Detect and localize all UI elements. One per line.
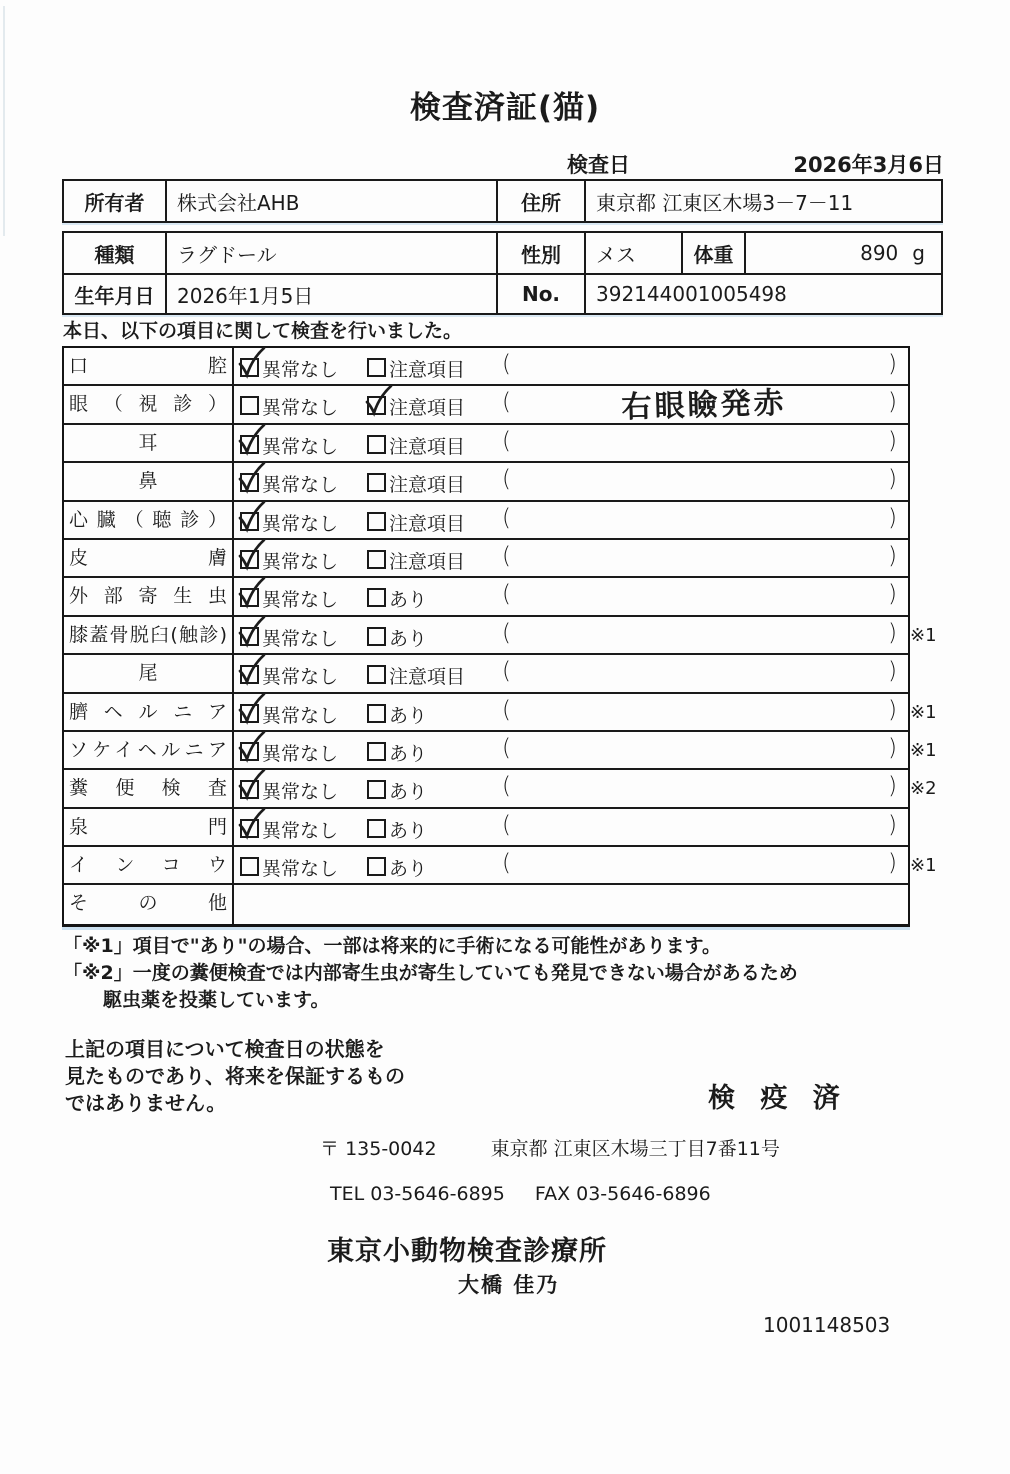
- exam-row: [64, 540, 908, 578]
- paren-open: (: [502, 734, 511, 761]
- paren-close: ): [888, 734, 897, 761]
- breed-row: [64, 233, 941, 273]
- exam-item-result: [234, 655, 908, 691]
- checkbox-attention: [367, 857, 386, 876]
- exam-item-label: 膝蓋骨脱臼(触診): [64, 617, 234, 653]
- no-label: No.: [498, 275, 586, 313]
- paren-close: ): [888, 811, 897, 838]
- exam-item-label: 糞便検査: [64, 770, 234, 806]
- disclaimer-line-3: ではありません。: [65, 1091, 227, 1115]
- exam-row: [64, 809, 908, 847]
- disclaimer: [65, 1036, 405, 1117]
- exam-item-label: 耳: [64, 425, 234, 461]
- option-no-abnormality-label: 異常なし: [262, 550, 339, 573]
- checkbox-no-abnormality: [240, 512, 259, 531]
- option-no-abnormality-label: 異常なし: [262, 589, 339, 612]
- owner-value: 株式会社AHB: [167, 181, 498, 221]
- checkbox-attention: [367, 512, 386, 531]
- checkbox-no-abnormality: [240, 396, 259, 415]
- info-table: [62, 231, 943, 315]
- exam-item-label: インコウ: [64, 847, 234, 883]
- checkbox-attention: [367, 473, 386, 492]
- tel-number: TEL 03-5646-6895: [330, 1183, 505, 1205]
- paren-open: (: [502, 581, 511, 608]
- checkbox-attention: [367, 742, 386, 761]
- exam-item-result: [234, 540, 908, 576]
- checkbox-attention: [367, 435, 386, 454]
- footnote-reference: ※1: [910, 624, 937, 646]
- paren-open: (: [502, 542, 511, 569]
- option-no-abnormality-label: 異常なし: [262, 512, 339, 535]
- exam-row: [64, 732, 937, 770]
- paren-close: ): [888, 581, 897, 608]
- checkbox-no-abnormality: [240, 550, 259, 569]
- inspection-date-label: 検査日: [567, 153, 630, 177]
- checkbox-attention: [367, 665, 386, 684]
- option-attention-label: あり: [389, 627, 428, 650]
- paren-close: ): [888, 389, 897, 416]
- exam-item-result: [234, 770, 937, 806]
- exam-item-result: [234, 847, 937, 883]
- exam-item-result: [234, 425, 908, 461]
- exam-row: [64, 885, 908, 923]
- checkbox-attention: [367, 550, 386, 569]
- exam-item-label: 泉門: [64, 809, 234, 845]
- exam-row: [64, 463, 908, 501]
- paren-close: ): [888, 773, 897, 800]
- exam-item-result: [234, 617, 937, 653]
- weight-unit: g: [912, 241, 925, 265]
- exam-item-label: 皮膚: [64, 540, 234, 576]
- paren-open: (: [502, 773, 511, 800]
- option-attention-label: あり: [389, 781, 428, 804]
- address-value: 東京都 江東区木場3－7－11: [596, 190, 854, 215]
- paren-close: ): [888, 351, 897, 377]
- exam-row: [64, 578, 908, 616]
- exam-row: [64, 655, 908, 693]
- exam-item-label: 尾: [64, 655, 234, 691]
- exam-row: [64, 847, 937, 885]
- checkbox-attention: [367, 819, 386, 838]
- checkbox-attention: [367, 396, 386, 415]
- page-title: 検査済証(猫): [409, 90, 601, 126]
- footnote-reference: ※1: [910, 701, 937, 723]
- paren-close: ): [888, 696, 897, 723]
- disclaimer-line-2: 見たものであり、将来を保証するもの: [65, 1064, 405, 1088]
- exam-item-result: [234, 502, 908, 538]
- clinic-phone: [330, 1183, 711, 1205]
- clinic-postal: [320, 1134, 780, 1161]
- option-no-abnormality-label: 異常なし: [262, 819, 339, 842]
- exam-row: [64, 425, 908, 463]
- footnote-reference: ※1: [910, 739, 937, 761]
- owner-table: [62, 179, 943, 223]
- owner-label: 所有者: [64, 181, 167, 221]
- checkbox-attention: [367, 588, 386, 607]
- checkbox-no-abnormality: [240, 742, 259, 761]
- checkbox-no-abnormality: [240, 704, 259, 723]
- option-no-abnormality-label: 異常なし: [262, 627, 339, 650]
- paren-close: ): [888, 427, 897, 454]
- checkbox-attention: [367, 780, 386, 799]
- exam-item-label: 口腔: [64, 348, 234, 384]
- option-attention-label: あり: [389, 858, 428, 881]
- footnote-2-cont: 駆虫薬を投薬しています。: [103, 989, 330, 1011]
- option-attention-label: 注意項目: [389, 666, 466, 689]
- exam-table: [62, 346, 937, 927]
- paren-open: (: [502, 619, 511, 646]
- checkbox-no-abnormality: [240, 627, 259, 646]
- option-attention-label: あり: [389, 819, 428, 842]
- paren-close: ): [888, 504, 897, 531]
- paren-close: ): [888, 658, 897, 685]
- paren-open: (: [502, 389, 511, 416]
- paren-open: (: [502, 466, 511, 493]
- option-attention-label: あり: [389, 589, 428, 612]
- birthdate-value: 2026年1月5日: [167, 275, 498, 313]
- footnote-2: 「※2」一度の糞便検査では内部寄生虫が寄生していても発見できない場合があるため: [63, 962, 798, 984]
- exam-row: [64, 617, 937, 655]
- option-attention-label: 注意項目: [389, 359, 466, 381]
- owner-row: [64, 181, 941, 221]
- intro-text: 本日、以下の項目に関して検査を行いました。: [63, 320, 463, 342]
- option-no-abnormality-label: 異常なし: [262, 666, 339, 689]
- disclaimer-line-1: 上記の項目について検査日の状態を: [65, 1037, 385, 1061]
- checkbox-attention: [367, 358, 386, 377]
- exam-item-result: [234, 463, 908, 499]
- option-attention-label: 注意項目: [389, 397, 466, 420]
- paren-open: (: [502, 658, 511, 685]
- option-attention-label: 注意項目: [389, 512, 466, 535]
- checkbox-no-abnormality: [240, 819, 259, 838]
- exam-item-label: 眼（視診）: [64, 386, 234, 422]
- exam-item-result: [234, 386, 908, 426]
- exam-item-result: [234, 732, 937, 768]
- exam-row: [64, 386, 908, 424]
- checkbox-no-abnormality: [240, 358, 259, 377]
- fax-number: FAX 03-5646-6896: [534, 1183, 711, 1205]
- exam-row: [64, 770, 937, 808]
- exam-item-label: 外部寄生虫: [64, 578, 234, 614]
- paren-open: (: [502, 351, 511, 377]
- option-attention-label: 注意項目: [389, 474, 466, 497]
- paren-open: (: [502, 504, 511, 531]
- no-value: 392144001005498: [596, 282, 787, 306]
- paren-open: (: [502, 850, 511, 877]
- quarantine-stamp: 検 疫 済: [708, 1083, 848, 1114]
- exam-item-label: ソケイヘルニア: [64, 732, 234, 768]
- exam-item-label: 鼻: [64, 463, 234, 499]
- checkbox-no-abnormality: [240, 780, 259, 799]
- option-no-abnormality-label: 異常なし: [262, 704, 339, 727]
- address-label: 住所: [498, 181, 586, 221]
- option-no-abnormality-label: 異常なし: [262, 742, 339, 765]
- serial-number: 1001148503: [763, 1313, 891, 1337]
- weight-label: 体重: [683, 233, 746, 273]
- sex-value: メス: [586, 233, 683, 273]
- veterinarian-name: 大橋 佳乃: [458, 1273, 560, 1297]
- exam-item-result: [234, 578, 908, 614]
- option-no-abnormality-label: 異常なし: [262, 474, 339, 497]
- weight-value-cell: [746, 233, 941, 273]
- footnote-reference: ※2: [910, 778, 937, 800]
- breed-value: ラグドール: [167, 233, 498, 273]
- footnote-1: 「※1」項目で"あり"の場合、一部は将来的に手術になる可能性があります。: [63, 935, 721, 957]
- paren-open: (: [502, 696, 511, 723]
- sex-label: 性別: [498, 233, 586, 273]
- clinic-name: 東京小動物検査診療所: [327, 1236, 607, 1267]
- paren-close: ): [888, 466, 897, 493]
- option-no-abnormality-label: 異常なし: [262, 858, 339, 881]
- paren-open: (: [502, 427, 511, 454]
- exam-item-result: [234, 809, 908, 845]
- exam-row: [64, 502, 908, 540]
- breed-label: 種類: [64, 233, 167, 273]
- checkbox-no-abnormality: [240, 857, 259, 876]
- option-no-abnormality-label: 異常なし: [262, 781, 339, 804]
- option-attention-label: あり: [389, 704, 428, 727]
- paren-close: ): [888, 619, 897, 646]
- postal-code: 135-0042: [345, 1138, 437, 1160]
- option-no-abnormality-label: 異常なし: [262, 359, 339, 381]
- checkbox-no-abnormality: [240, 473, 259, 492]
- paren-close: ): [888, 850, 897, 877]
- option-attention-label: 注意項目: [389, 435, 466, 458]
- birth-row: [64, 273, 941, 313]
- exam-row: [64, 694, 937, 732]
- checkbox-no-abnormality: [240, 665, 259, 684]
- checkbox-attention: [367, 627, 386, 646]
- option-attention-label: あり: [389, 742, 428, 765]
- exam-item-label: 心臓（聴診）: [64, 502, 234, 538]
- option-no-abnormality-label: 異常なし: [262, 397, 339, 420]
- clinic-address: 東京都 江東区木場三丁目7番11号: [490, 1138, 780, 1160]
- birthdate-label: 生年月日: [64, 275, 167, 313]
- checkbox-no-abnormality: [240, 435, 259, 454]
- paren-open: (: [502, 811, 511, 838]
- paren-close: ): [888, 542, 897, 569]
- option-no-abnormality-label: 異常なし: [262, 435, 339, 458]
- postal-mark: 〒: [320, 1138, 340, 1160]
- checkbox-attention: [367, 704, 386, 723]
- option-attention-label: 注意項目: [389, 550, 466, 573]
- footnotes: [63, 933, 798, 1014]
- handwritten-note: 右眼瞼発赤: [621, 386, 788, 426]
- weight-value: 890: [860, 241, 899, 265]
- exam-item-result: [234, 694, 937, 730]
- inspection-date-value: 2026年3月6日: [793, 153, 944, 177]
- exam-item-label: 臍ヘルニア: [64, 694, 234, 730]
- checkbox-no-abnormality: [240, 588, 259, 607]
- footnote-reference: ※1: [910, 855, 937, 877]
- exam-item-result: [234, 885, 908, 923]
- exam-item-label: その他: [64, 885, 234, 923]
